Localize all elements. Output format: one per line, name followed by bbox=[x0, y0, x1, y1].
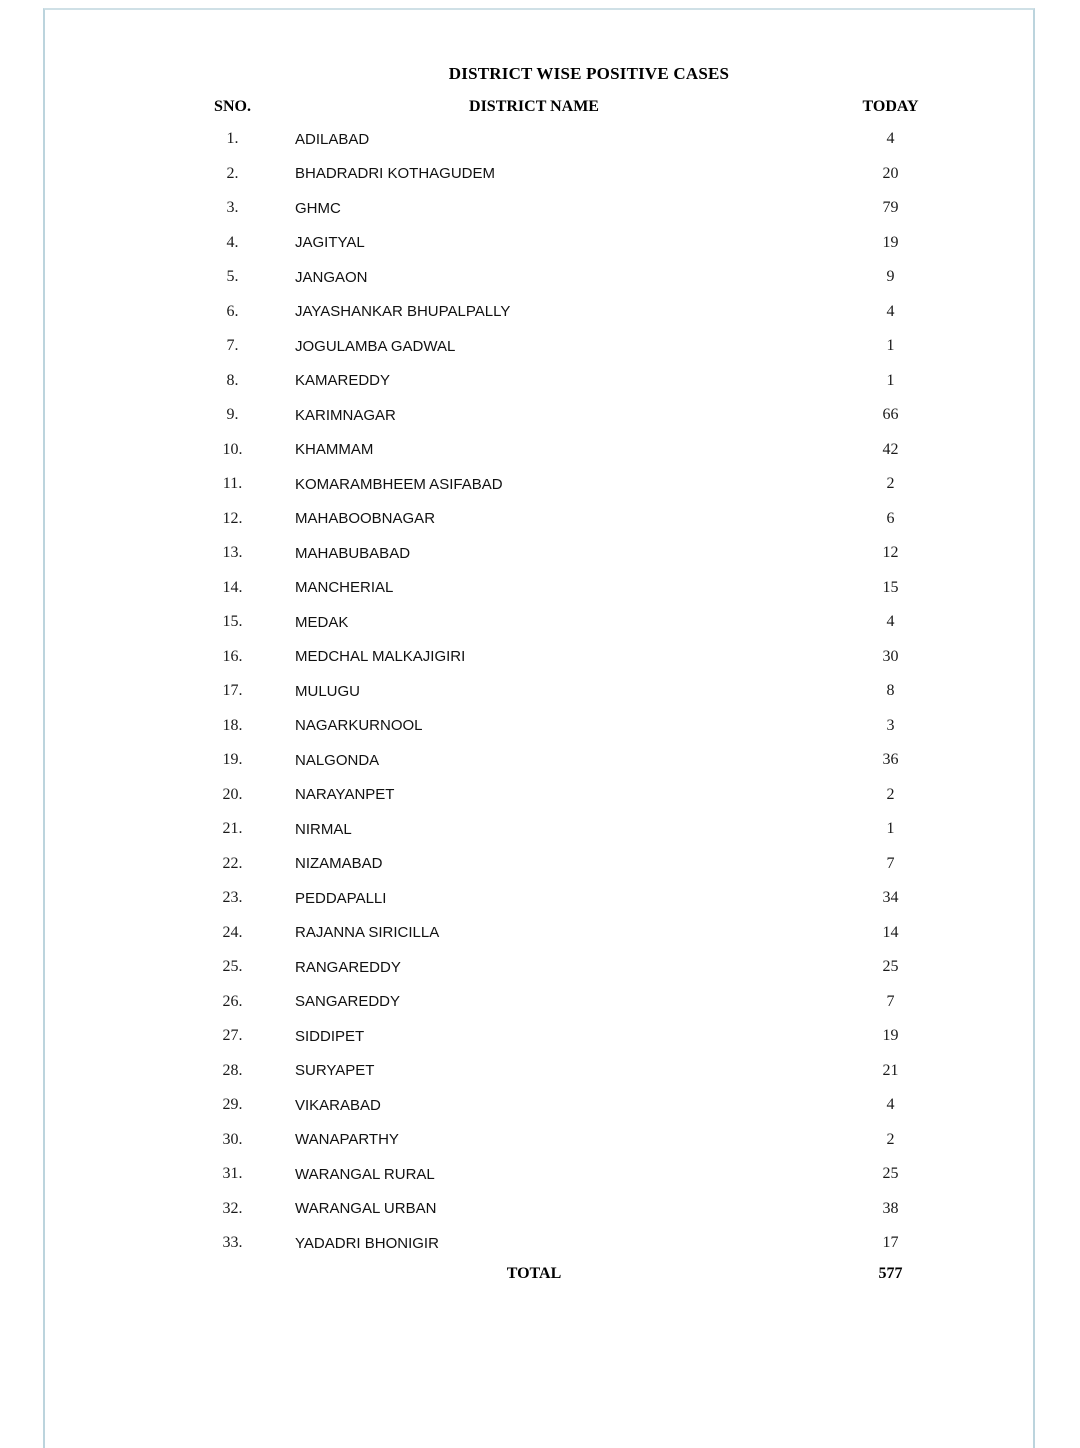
cell-district-name: KARIMNAGAR bbox=[295, 406, 396, 424]
cell-sno: 5. bbox=[226, 268, 239, 286]
cell-district-name: NARAYANPET bbox=[295, 786, 395, 804]
table-row bbox=[170, 1123, 1008, 1158]
cell-today-count: 4 bbox=[886, 613, 895, 631]
column-header-sno: SNO. bbox=[214, 97, 251, 115]
cell-district-name: JOGULAMBA GADWAL bbox=[295, 337, 456, 355]
cell-today-count: 4 bbox=[886, 302, 895, 320]
cell-today-count: 25 bbox=[882, 1165, 899, 1183]
table-row bbox=[170, 950, 1008, 985]
cell-sno: 4. bbox=[226, 233, 239, 251]
cell-today-count: 25 bbox=[882, 958, 899, 976]
cell-district-name: BHADRADRI KOTHAGUDEM bbox=[295, 165, 496, 183]
cell-today-count: 19 bbox=[882, 233, 899, 251]
cell-today-count: 21 bbox=[882, 1061, 899, 1079]
cell-district-name: NIRMAL bbox=[295, 820, 352, 838]
cell-district-name: YADADRI BHONIGIR bbox=[295, 1234, 439, 1252]
cell-sno: 33. bbox=[222, 1234, 243, 1252]
cell-district-name: SURYAPET bbox=[295, 1062, 375, 1080]
column-header-today: TODAY bbox=[862, 97, 919, 115]
table-row bbox=[170, 1226, 1008, 1261]
cell-today-count: 6 bbox=[886, 509, 895, 527]
cell-district-name: WARANGAL RURAL bbox=[295, 1165, 435, 1183]
cell-district-name: VIKARABAD bbox=[295, 1096, 381, 1114]
cell-district-name: GHMC bbox=[295, 199, 341, 217]
cell-today-count: 34 bbox=[882, 889, 899, 907]
cell-today-count: 7 bbox=[886, 854, 895, 872]
table-row bbox=[170, 640, 1008, 675]
table-row bbox=[170, 778, 1008, 813]
cell-sno: 26. bbox=[222, 992, 243, 1010]
cell-district-name: MULUGU bbox=[295, 682, 361, 700]
cell-sno: 17. bbox=[222, 682, 243, 700]
cell-district-name: MAHABOOBNAGAR bbox=[295, 510, 436, 528]
table-row bbox=[170, 1157, 1008, 1192]
table-row bbox=[170, 605, 1008, 640]
table-row bbox=[170, 502, 1008, 537]
cell-district-name: MEDCHAL MALKAJIGIRI bbox=[295, 648, 466, 666]
cell-district-name: WARANGAL URBAN bbox=[295, 1200, 437, 1218]
cell-sno: 13. bbox=[222, 544, 243, 562]
cell-total-label: TOTAL bbox=[506, 1265, 562, 1282]
table-row bbox=[170, 536, 1008, 571]
cell-district-name: PEDDAPALLI bbox=[295, 889, 387, 907]
cell-today-count: 2 bbox=[886, 475, 895, 493]
cell-today-count: 1 bbox=[886, 820, 895, 838]
table-row bbox=[170, 467, 1008, 502]
cell-sno: 10. bbox=[222, 440, 243, 458]
cell-sno: 12. bbox=[222, 509, 243, 527]
cell-today-count: 9 bbox=[886, 268, 895, 286]
document-page bbox=[43, 8, 1035, 1448]
cell-district-name: MEDAK bbox=[295, 613, 349, 631]
cell-district-name: ADILABAD bbox=[295, 130, 370, 148]
table-row bbox=[170, 1019, 1008, 1054]
cell-sno: 30. bbox=[222, 1130, 243, 1148]
table-row bbox=[170, 709, 1008, 744]
table-row bbox=[170, 847, 1008, 882]
cell-district-name: KHAMMAM bbox=[295, 441, 374, 459]
cell-sno: 1. bbox=[226, 130, 239, 148]
cell-district-name: JAYASHANKAR BHUPALPALLY bbox=[295, 303, 511, 321]
cell-district-name: SANGAREDDY bbox=[295, 993, 401, 1011]
cell-sno: 6. bbox=[226, 302, 239, 320]
cell-today-count: 36 bbox=[882, 751, 899, 769]
cell-sno: 3. bbox=[226, 199, 239, 217]
table-row bbox=[170, 1192, 1008, 1227]
cell-district-name: RAJANNA SIRICILLA bbox=[295, 924, 440, 942]
cell-sno: 27. bbox=[222, 1027, 243, 1045]
cell-today-count: 4 bbox=[886, 130, 895, 148]
cell-today-count: 38 bbox=[882, 1199, 899, 1217]
cell-today-count: 3 bbox=[886, 716, 895, 734]
cell-district-name: KOMARAMBHEEM ASIFABAD bbox=[295, 475, 503, 493]
district-wise-positive-cases-table bbox=[170, 91, 1008, 1288]
cell-today-count: 30 bbox=[882, 647, 899, 665]
table-row bbox=[170, 1054, 1008, 1089]
cell-district-name: WANAPARTHY bbox=[295, 1131, 399, 1149]
table-row bbox=[170, 364, 1008, 399]
cell-district-name: NAGARKURNOOL bbox=[295, 717, 423, 735]
cell-district-name: SIDDIPET bbox=[295, 1027, 365, 1045]
cell-district-name: JANGAON bbox=[295, 268, 368, 286]
cell-sno: 22. bbox=[222, 854, 243, 872]
cell-today-count: 4 bbox=[886, 1096, 895, 1114]
cell-sno: 32. bbox=[222, 1199, 243, 1217]
table-row bbox=[170, 674, 1008, 709]
cell-today-count: 1 bbox=[886, 337, 895, 355]
cell-today-count: 79 bbox=[882, 199, 899, 217]
cell-sno: 7. bbox=[226, 337, 239, 355]
cell-today-count: 17 bbox=[882, 1234, 899, 1252]
table-row bbox=[170, 881, 1008, 916]
cell-sno: 21. bbox=[222, 820, 243, 838]
table-row bbox=[170, 743, 1008, 778]
cell-today-count: 7 bbox=[886, 992, 895, 1010]
table-row bbox=[170, 191, 1008, 226]
cell-today-count: 12 bbox=[882, 544, 899, 562]
cell-sno: 14. bbox=[222, 578, 243, 596]
table-row bbox=[170, 226, 1008, 261]
cell-sno: 11. bbox=[222, 475, 243, 493]
table-row bbox=[170, 985, 1008, 1020]
table-row bbox=[170, 157, 1008, 192]
table-row bbox=[170, 812, 1008, 847]
cell-today-count: 19 bbox=[882, 1027, 899, 1045]
cell-district-name: NALGONDA bbox=[295, 751, 380, 769]
table-row bbox=[170, 260, 1008, 295]
table-row bbox=[170, 433, 1008, 468]
table-total-row bbox=[170, 1261, 1008, 1288]
cell-total-value: 577 bbox=[878, 1265, 903, 1282]
cell-sno: 18. bbox=[222, 716, 243, 734]
cell-sno: 23. bbox=[222, 889, 243, 907]
table-row bbox=[170, 571, 1008, 606]
cell-sno: 9. bbox=[226, 406, 239, 424]
table-row bbox=[170, 916, 1008, 951]
cell-today-count: 66 bbox=[882, 406, 899, 424]
cell-sno: 19. bbox=[222, 751, 243, 769]
table-row bbox=[170, 398, 1008, 433]
cell-today-count: 2 bbox=[886, 785, 895, 803]
cell-today-count: 2 bbox=[886, 1130, 895, 1148]
cell-sno: 16. bbox=[222, 647, 243, 665]
table-row bbox=[170, 1088, 1008, 1123]
cell-total-sno-blank bbox=[170, 1261, 295, 1288]
cell-sno: 20. bbox=[222, 785, 243, 803]
cell-today-count: 14 bbox=[882, 923, 899, 941]
cell-today-count: 20 bbox=[882, 164, 899, 182]
cell-district-name: MAHABUBABAD bbox=[295, 544, 411, 562]
cell-today-count: 8 bbox=[886, 682, 895, 700]
cell-sno: 8. bbox=[226, 371, 239, 389]
cell-district-name: JAGITYAL bbox=[295, 234, 365, 252]
cell-district-name: MANCHERIAL bbox=[295, 579, 394, 597]
cell-today-count: 15 bbox=[882, 578, 899, 596]
cell-sno: 24. bbox=[222, 923, 243, 941]
cell-today-count: 42 bbox=[882, 440, 899, 458]
page-title: DISTRICT WISE POSITIVE CASES bbox=[448, 64, 730, 83]
table-row bbox=[170, 122, 1008, 157]
cell-sno: 15. bbox=[222, 613, 243, 631]
column-header-district-name: DISTRICT NAME bbox=[469, 97, 599, 115]
cell-sno: 25. bbox=[222, 958, 243, 976]
table-row bbox=[170, 329, 1008, 364]
table-header-row bbox=[170, 91, 1008, 122]
cell-sno: 31. bbox=[222, 1165, 243, 1183]
cell-district-name: NIZAMABAD bbox=[295, 855, 383, 873]
cell-today-count: 1 bbox=[886, 371, 895, 389]
cell-sno: 28. bbox=[222, 1061, 243, 1079]
cell-district-name: RANGAREDDY bbox=[295, 958, 401, 976]
cell-sno: 2. bbox=[226, 164, 239, 182]
cell-district-name: KAMAREDDY bbox=[295, 372, 391, 390]
table-row bbox=[170, 295, 1008, 330]
cell-sno: 29. bbox=[222, 1096, 243, 1114]
